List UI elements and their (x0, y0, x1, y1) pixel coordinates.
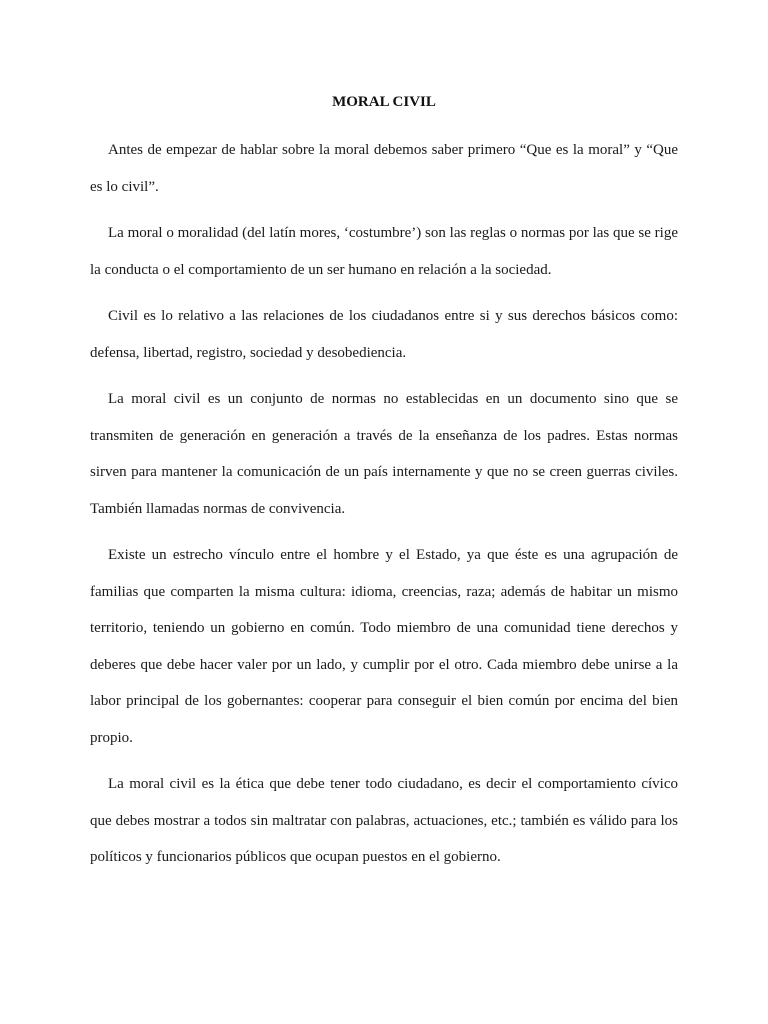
paragraph-moral-civil: La moral civil es un conjunto de normas no establecidas en un documento sino que se transmiten de generación en generación a través de la enseñanza de los padres. Estas normas sirven para mantener la comunicación de un país internamente y que no se creen guerras civiles. También llamadas normas de convivencia. (90, 391, 678, 517)
paragraph-moral-definition: La moral o moralidad (del latín mores, ‘costumbre’) son las reglas o normas por las que se rige la conducta o el comportamiento de un ser humano en relación a la sociedad. (90, 225, 678, 278)
paragraph-hombre-estado: Existe un estrecho vínculo entre el hombre y el Estado, ya que éste es una agrupación de familias que comparten la misma cultura: idioma, creencias, raza; además de habitar un mismo territorio, teniendo un gobierno en común. Todo miembro de una comunidad tiene derechos y deberes que debe hacer valer por un lado, y cumplir por el otro. Cada miembro debe unirse a la labor principal de los gobernantes: cooperar para conseguir el bien común por encima del bien propio. (90, 547, 678, 746)
document-title: MORAL CIVIL (332, 94, 436, 110)
paragraph-intro: Antes de empezar de hablar sobre la moral debemos saber primero “Que es la moral” y “Que es lo civil”. (90, 142, 678, 195)
paragraph-etica-ciudadana: La moral civil es la ética que debe tener todo ciudadano, es decir el comportamiento cívico que debes mostrar a todos sin maltratar con palabras, actuaciones, etc.; también es válido para los políticos y funcionarios públicos que ocupan puestos en el gobierno. (90, 776, 678, 865)
paragraph-civil-definition: Civil es lo relativo a las relaciones de los ciudadanos entre si y sus derechos básicos como: defensa, libertad, registro, sociedad y desobediencia. (90, 308, 678, 361)
document-body (90, 92, 678, 886)
